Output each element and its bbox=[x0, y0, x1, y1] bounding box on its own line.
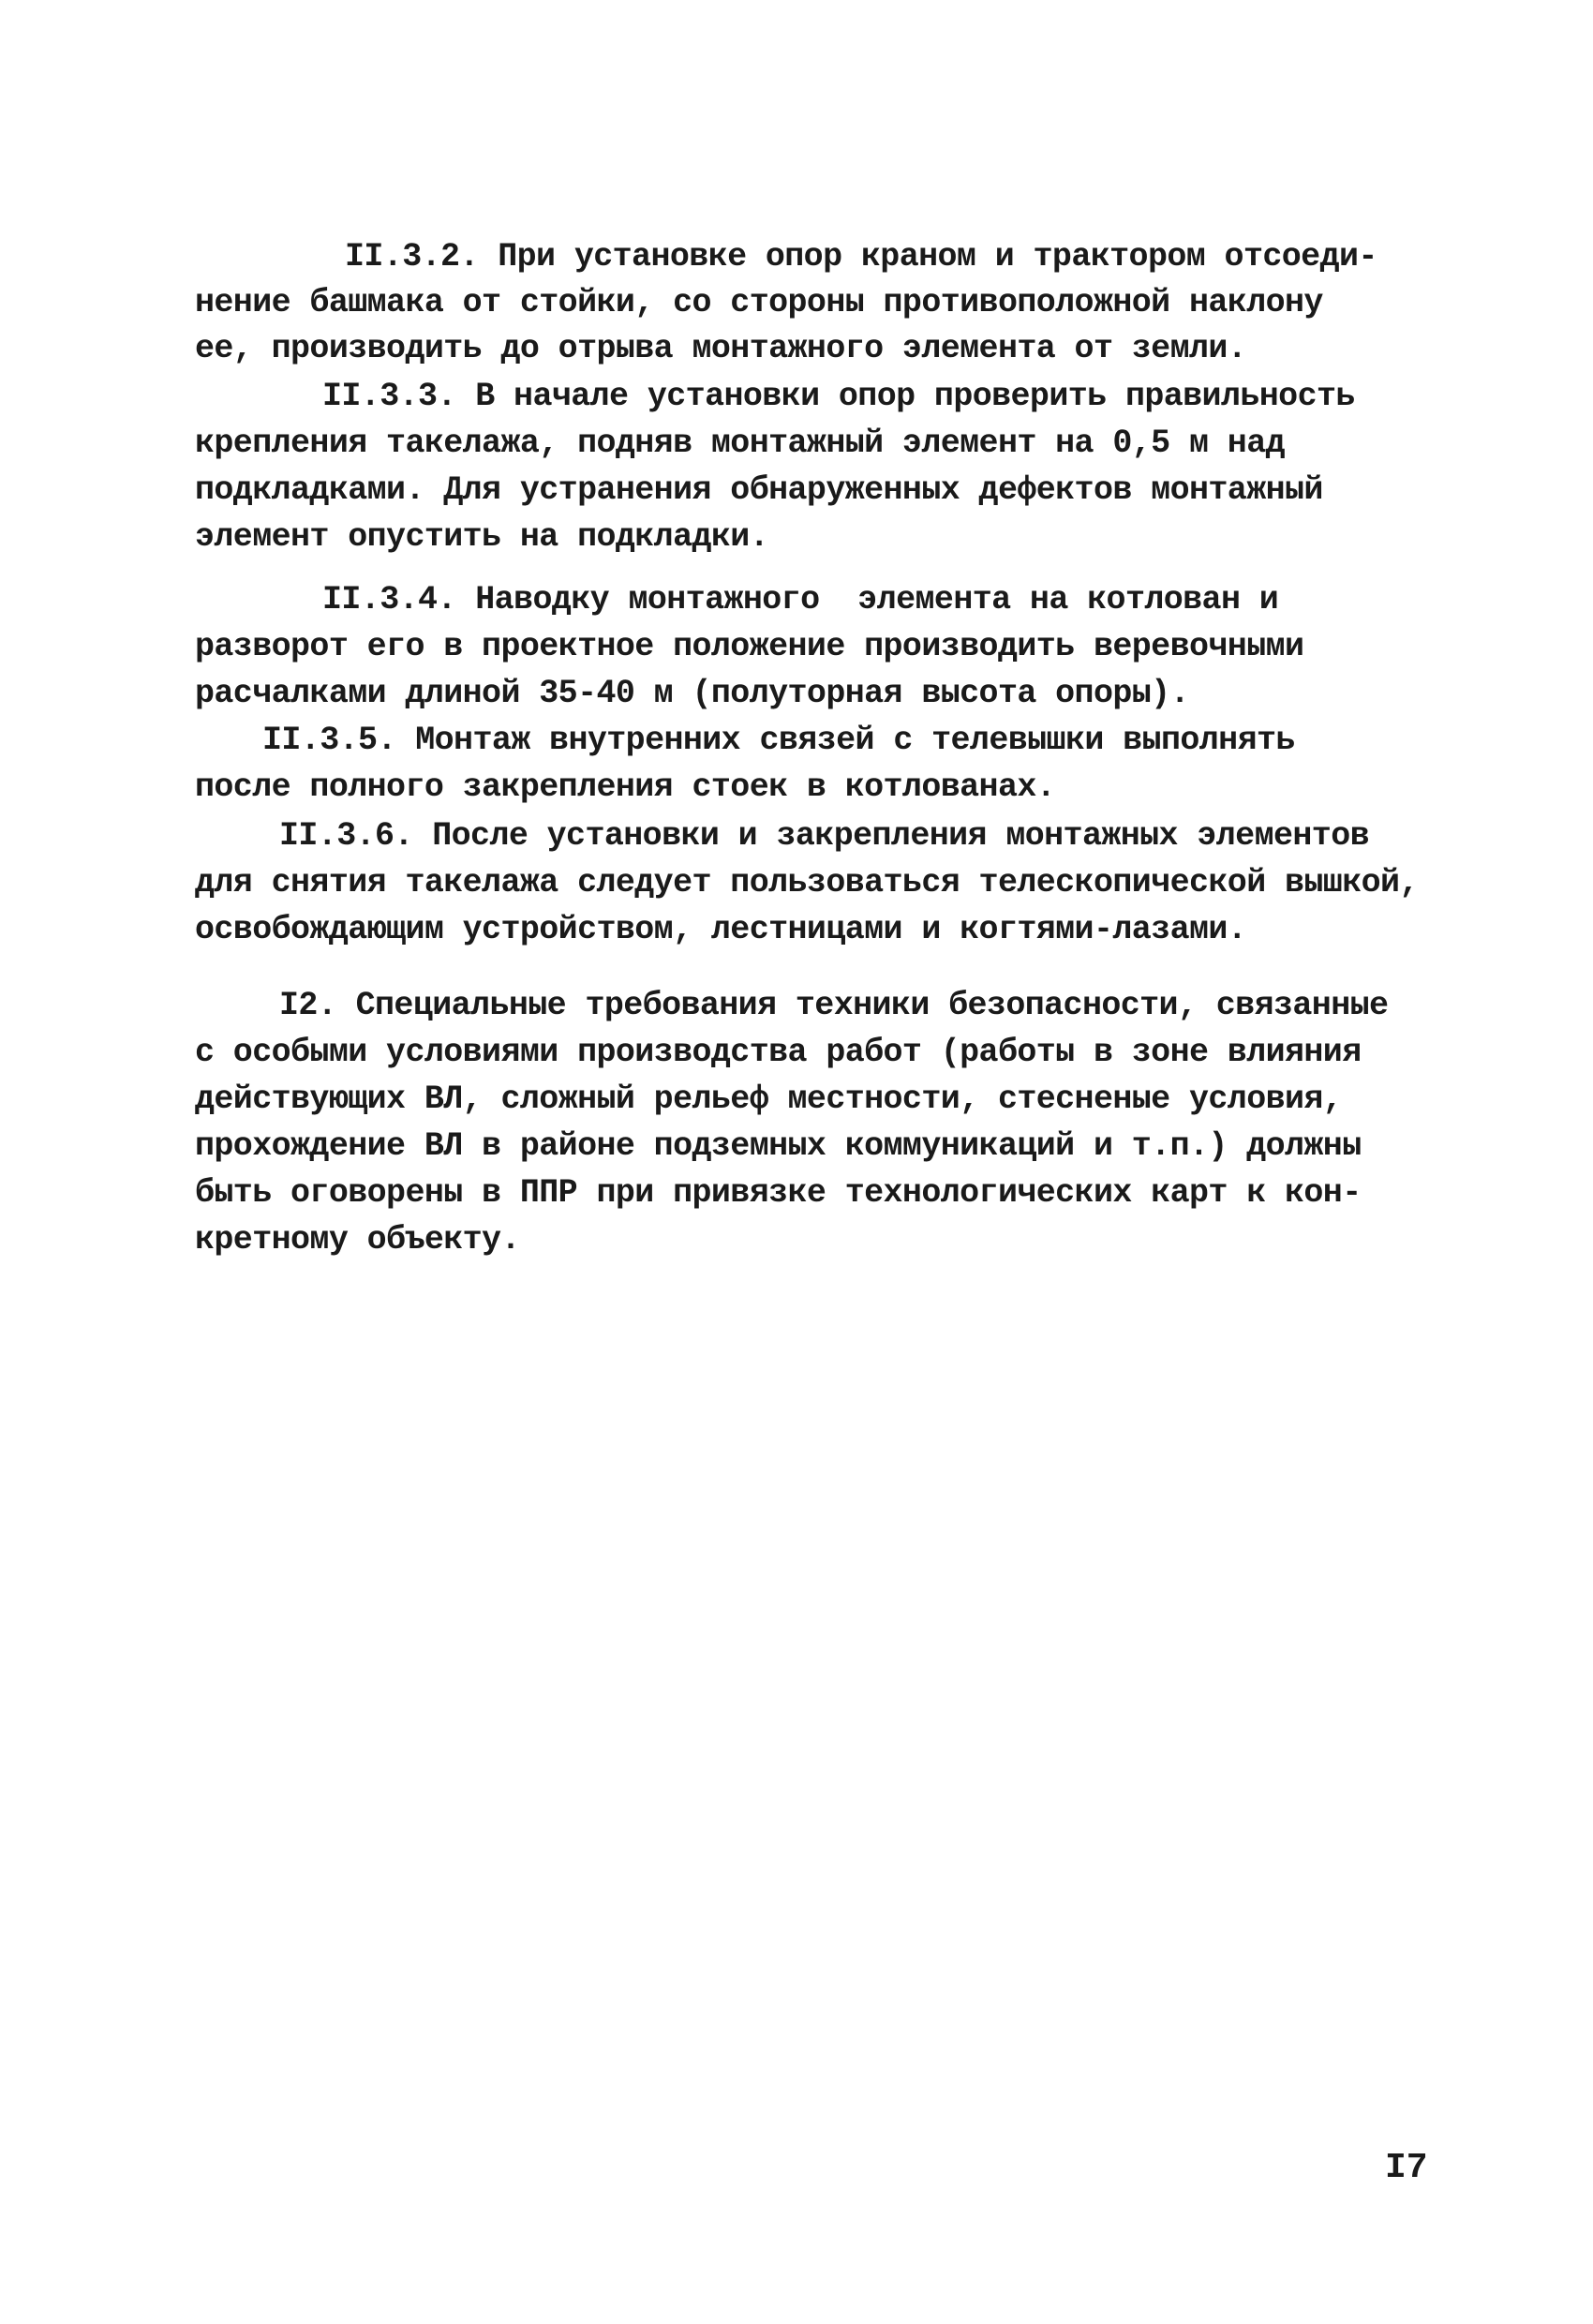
text-line: ее, производить до отрыва монтажного элемента от земли. bbox=[195, 330, 1247, 367]
text-line: II.3.6. После установки и закрепления монтажных элементов bbox=[279, 817, 1369, 855]
text-line: после полного закрепления стоек в котлованах. bbox=[195, 768, 1056, 806]
text-line: для снятия такелажа следует пользоваться телескопической вышкой, bbox=[195, 864, 1419, 901]
text-line: подкладками. Для устранения обнаруженных дефектов монтажный bbox=[195, 471, 1323, 509]
text-line: расчалками длиной 35-40 м (полуторная высота опоры). bbox=[195, 675, 1189, 712]
text-line: с особыми условиями производства работ (работы в зоне влияния bbox=[195, 1034, 1362, 1071]
text-line: действующих ВЛ, сложный рельеф местности, стесненые условия, bbox=[195, 1080, 1343, 1118]
text-line: II.3.3. В начале установки опор проверить правильность bbox=[322, 378, 1355, 415]
page-number: I7 bbox=[1385, 2148, 1428, 2188]
text-line: I2. Специальные требования техники безопасности, связанные bbox=[279, 987, 1389, 1024]
text-line: разворот его в проектное положение производить веревочными bbox=[195, 628, 1304, 665]
text-line: крепления такелажа, подняв монтажный элемент на 0,5 м над bbox=[195, 425, 1285, 462]
text-line: освобождающим устройством, лестницами и когтями-лазами. bbox=[195, 911, 1247, 948]
text-line: кретному объекту. bbox=[195, 1221, 520, 1259]
text-line: прохождение ВЛ в районе подземных коммуникаций и т.п.) должны bbox=[195, 1127, 1362, 1165]
text-line: нение башмака от стойки, со стороны противоположной наклону bbox=[195, 284, 1323, 321]
text-line: элемент опустить на подкладки. bbox=[195, 518, 769, 556]
text-line: II.3.2. При установке опор краном и трактором отсоеди- bbox=[345, 238, 1377, 276]
text-line: II.3.5. Монтаж внутренних связей с телевышки выполнять bbox=[262, 722, 1295, 759]
text-line: II.3.4. Наводку монтажного элемента на котлован и bbox=[322, 581, 1279, 618]
text-line: быть оговорены в ППР при привязке технологических карт к кон- bbox=[195, 1174, 1362, 1212]
